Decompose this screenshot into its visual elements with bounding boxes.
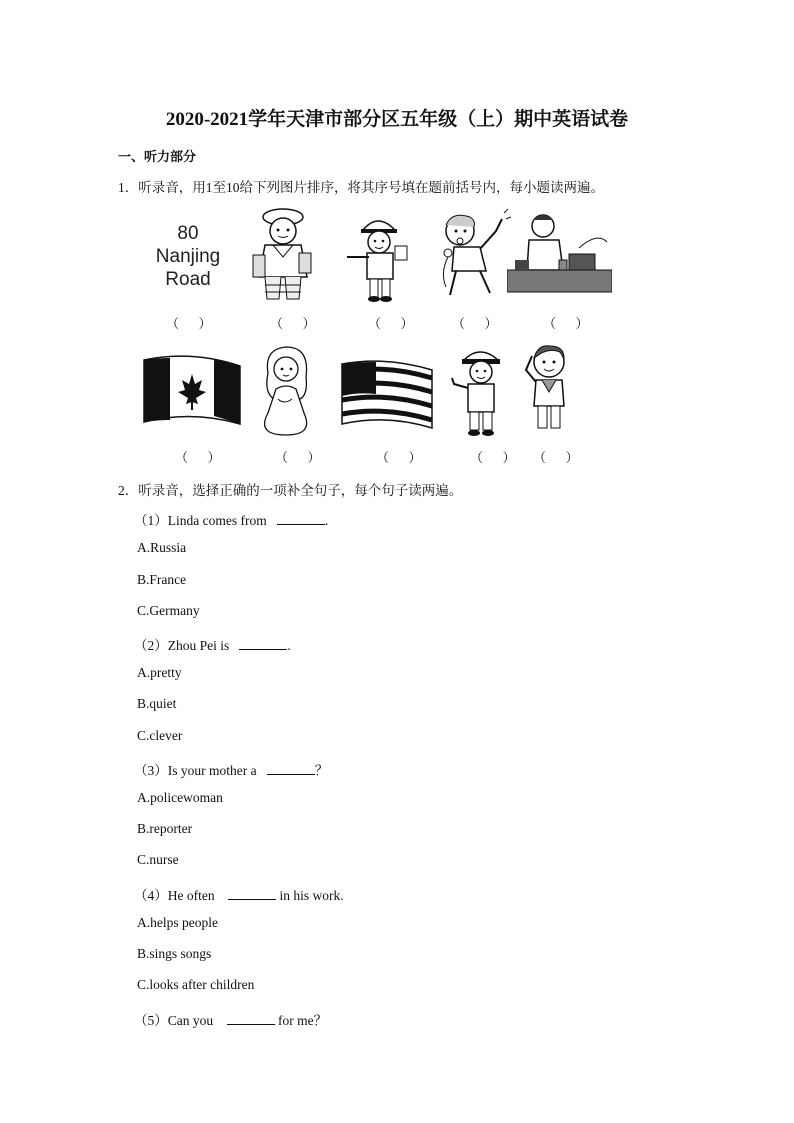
sign-line: Road [165,269,211,290]
answer-blank[interactable] [239,637,287,650]
answer-blank[interactable] [277,512,325,525]
answer-paren-2[interactable]: （ ） [270,316,316,331]
answer-paren-9[interactable]: （ ） [470,450,516,465]
answer-blank[interactable] [267,762,315,775]
canada-flag-picture [138,352,246,430]
sign-line: Nanjing [155,246,221,267]
girl-with-bag-picture [243,205,321,305]
page-title: 2020-2021学年天津市部分区五年级（上）期中英语试卷 [165,109,629,130]
option[interactable]: B.reporter [137,821,193,836]
answer-paren-1[interactable]: （ ） [166,316,212,331]
boy-singing-picture [430,207,512,303]
pretty-girl-picture [248,343,326,437]
item-3-stem: （3）Is your mother a ？ [134,763,329,778]
option[interactable]: C.looks after children [137,977,255,992]
answer-blank[interactable] [227,1012,275,1025]
answer-paren-3[interactable]: （ ） [368,316,414,331]
answer-paren-6[interactable]: （ ） [175,450,221,465]
item-1-stem: （1）Linda comes from . [134,513,329,528]
option[interactable]: A.helps people [137,915,218,930]
sign-line: 80 [177,223,199,244]
option[interactable]: C.clever [137,728,183,743]
policeman-picture [448,344,514,438]
item-4-stem: （4）He often in his work. [134,888,344,903]
worker-with-hammer-picture [343,210,413,305]
answer-paren-8[interactable]: （ ） [376,450,422,465]
question-1-instruction: 1．听录音，用1至10给下列图片排序，将其序号填在题前括号内，每小题读两遍。 [118,180,604,195]
option[interactable]: C.nurse [137,852,179,867]
option[interactable]: B.sings songs [137,946,212,961]
option[interactable]: A.pretty [137,665,182,680]
option[interactable]: A.policewoman [137,790,223,805]
usa-flag-picture [336,356,436,434]
item-2-stem: （2）Zhou Pei is . [134,638,291,653]
answer-paren-4[interactable]: （ ） [452,316,498,331]
option[interactable]: B.France [137,572,187,587]
address-sign-picture [148,222,228,291]
option[interactable]: C.Germany [137,603,200,618]
man-at-desk-picture [507,208,612,298]
option[interactable]: B.quiet [137,696,177,711]
answer-blank[interactable] [228,887,276,900]
section-heading: 一、听力部分 [118,149,197,164]
question-2-instruction: 2．听录音，选择正确的一项补全句子，每个句子读两遍。 [118,483,463,498]
answer-paren-5[interactable]: （ ） [543,316,589,331]
item-5-stem: （5）Can you for me？ [134,1013,328,1028]
boy-saluting-picture [520,340,578,436]
answer-paren-10[interactable]: （ ） [533,450,579,465]
answer-paren-7[interactable]: （ ） [275,450,321,465]
option[interactable]: A.Russia [137,540,187,555]
